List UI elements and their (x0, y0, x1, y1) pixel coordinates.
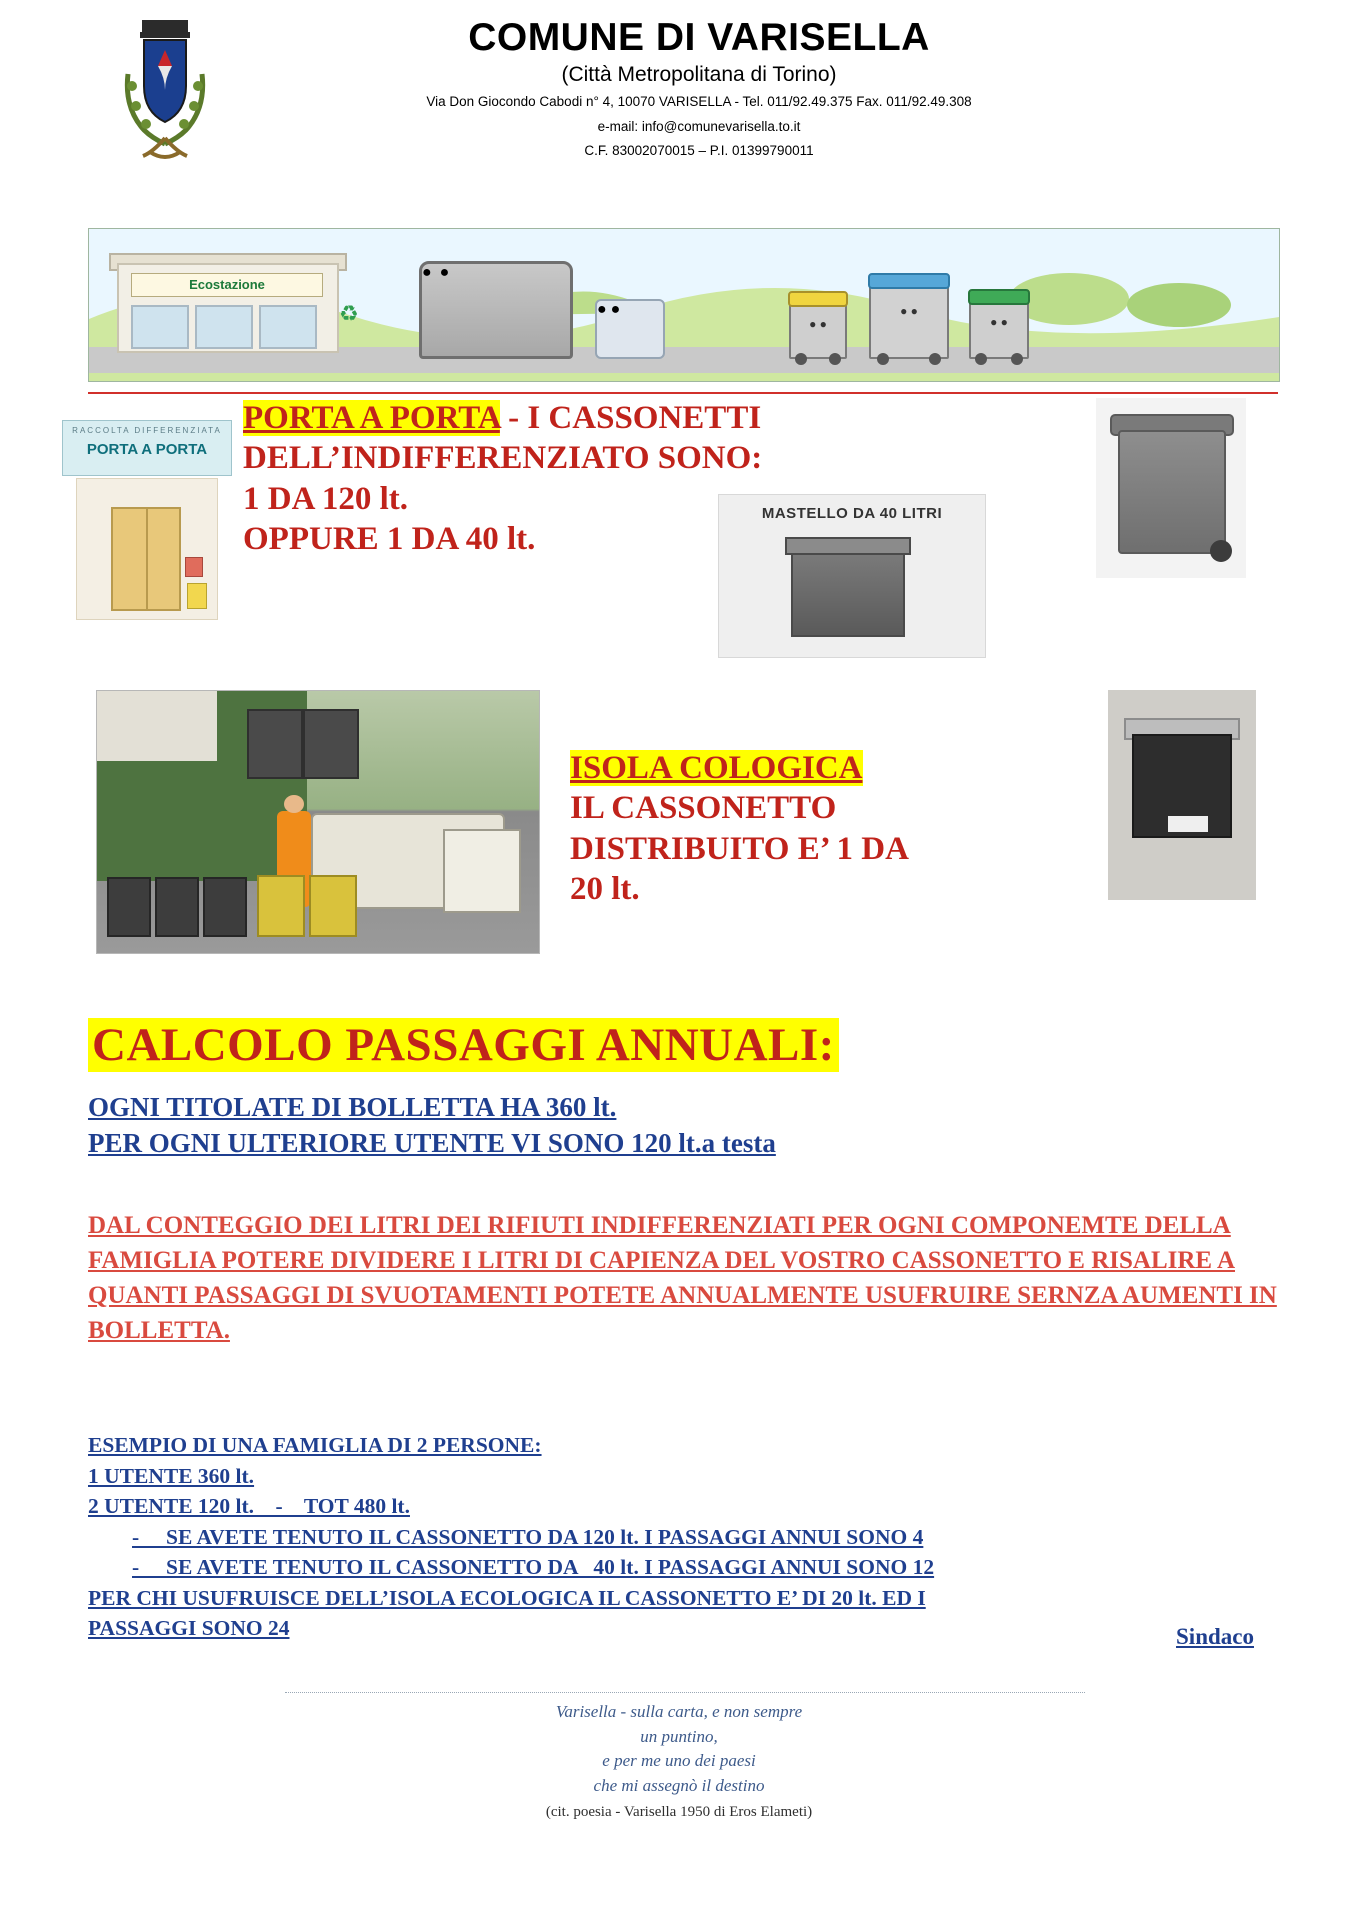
bin-face-icon: ● ● (809, 316, 827, 331)
mastello-caption: MASTELLO DA 40 LITRI (761, 505, 943, 522)
calc-red-paragraph: DAL CONTEGGIO DEI LITRI DEI RIFIUTI INDIFFERENZIATI PER OGNI COMPONEMTE DELLA FAMIGLIA POTERE DIVIDERE I LITRI DI CAPIENZA DEL VOSTRO CASSONETTO E RISALIRE A QUANTI PASSAGGI DI SVUOTAMENTI POTETE ANNUALMENTE USUFRUIRE SERNZA AUMENTI IN BOLLETTA. (88, 1212, 1277, 1344)
page-title: COMUNE DI VARISELLA (468, 16, 930, 59)
bin-body (1118, 430, 1226, 554)
grey-bin (203, 877, 247, 937)
poem-line-3: e per me uno dei paesi (602, 1751, 756, 1771)
ecostation-window (131, 305, 189, 349)
example-heading: ESEMPIO DI UNA FAMIGLIA DI 2 PERSONE: (88, 1433, 542, 1457)
example-block (88, 1430, 1288, 1644)
poem-line-2: un puntino, (640, 1726, 718, 1746)
calc-title: CALCOLO PASSAGGI ANNUALI: (88, 1018, 839, 1072)
large-grey-bin-illustration (419, 261, 573, 359)
red-bin-icon (185, 557, 203, 577)
house-illustration (76, 478, 218, 620)
bin-face-icon: ● ● (900, 303, 918, 318)
example-line-4: PASSAGGI SONO 24 (88, 1616, 290, 1641)
yellow-bin (309, 875, 357, 937)
header-address: Via Don Giocondo Cabodi n° 4, 10070 VARISELLA - Tel. 011/92.49.375 Fax. 011/92.49.308 (426, 93, 972, 109)
example-bullet-1: - SE AVETE TENUTO IL CASSONETTO DA 120 lt. I PASSAGGI ANNUI SONO 4 (132, 1524, 924, 1549)
poem-line-4: che mi assegnò il destino (593, 1775, 765, 1795)
poem-citation: (cit. poesia - Varisella 1950 di Eros Elameti) (545, 1803, 813, 1820)
yellow-bin (257, 875, 305, 937)
recycle-icon: ♻ (339, 301, 359, 326)
badge-small-label: RACCOLTA DIFFERENZIATA (72, 426, 222, 435)
ecostation-window (195, 305, 253, 349)
header-subtitle: (Città Metropolitana di Torino) (561, 62, 837, 86)
badge-big-label: PORTA A PORTA (86, 441, 208, 458)
porta-a-porta-line3: 1 DA 120 lt. (243, 480, 408, 517)
coat-of-arms-icon (110, 14, 220, 174)
bin-20l-photo (1108, 690, 1256, 900)
building (97, 691, 217, 761)
example-line-3: PER CHI USUFRUISCE DELL’ISOLA ECOLOGICA IL CASSONETTO E’ DI 20 lt. ED I (88, 1585, 926, 1610)
mastello-photo (718, 494, 986, 658)
header-email: e-mail: info@comunevarisella.to.it (597, 118, 801, 134)
lifted-bin (303, 709, 359, 779)
footer-divider (285, 1692, 1085, 1693)
porta-a-porta-highlight: PORTA A PORTA (243, 400, 500, 436)
isola-line2: DISTRIBUITO E’ 1 DA (570, 830, 909, 867)
grey-bin (107, 877, 151, 937)
porta-a-porta-line2: DELL’INDIFFERENZIATO SONO: (243, 440, 763, 477)
porta-a-porta-illustration (62, 420, 230, 620)
example-line-2: 2 UTENTE 120 lt. - TOT 480 lt. (88, 1494, 410, 1519)
bin-face-icon: ● ● (990, 315, 1008, 330)
sack-face-icon: ● ● (597, 301, 621, 318)
isola-highlight: ISOLA COLOGICA (570, 750, 863, 786)
example-bullet-2: - SE AVETE TENUTO IL CASSONETTO DA 40 lt. I PASSAGGI ANNUI SONO 12 (132, 1555, 935, 1580)
blue-lid-bin-illustration (869, 281, 949, 359)
ecostation-window (259, 305, 317, 349)
section-porta-a-porta (0, 398, 1358, 658)
door-icon (111, 507, 181, 611)
footer-poem (0, 1700, 1358, 1823)
divider-red-top (88, 392, 1278, 394)
bin-label-tag (1168, 816, 1208, 832)
green-lid-bin-illustration (969, 297, 1029, 359)
ecostation-banner (88, 228, 1280, 382)
yellow-lid-bin-illustration (789, 299, 847, 359)
mastello-bin-icon (791, 547, 905, 637)
header-codes: C.F. 83002070015 – P.I. 01399790011 (584, 143, 814, 159)
grey-bin (155, 877, 199, 937)
calc-blue-line-2: PER OGNI ULTERIORE UTENTE VI SONO 120 lt.a testa (88, 1127, 776, 1158)
ecostation-sign: Ecostazione (131, 273, 323, 297)
calc-blue-lines (88, 1090, 1288, 1161)
calc-blue-line-1: OGNI TITOLATE DI BOLLETTA HA 360 lt. (88, 1092, 617, 1122)
bin-120l-photo (1096, 398, 1246, 578)
bin-wheel (1210, 540, 1232, 562)
truck-cab (443, 829, 521, 913)
bin-body (1132, 734, 1232, 838)
section-isola-ecologica (0, 690, 1358, 990)
signature-sindaco: Sindaco (1176, 1624, 1254, 1649)
document-header (0, 0, 1358, 198)
porta-a-porta-line4: OPPURE 1 DA 40 lt. (243, 520, 536, 557)
waste-sack-illustration (595, 299, 665, 359)
bin-face-icon: ● ● (422, 264, 450, 281)
collection-truck-photo (96, 690, 540, 954)
porta-a-porta-badge (62, 420, 232, 476)
poem-line-1: Varisella - sulla carta, e non sempre (555, 1702, 803, 1721)
example-line-1: 1 UTENTE 360 lt. (88, 1463, 255, 1488)
yellow-bin-icon (187, 583, 207, 609)
isola-ecologica-text (570, 748, 1090, 909)
isola-line1: IL CASSONETTO (570, 790, 837, 827)
porta-a-porta-line1-rest: - I CASSONETTI (499, 400, 762, 436)
lifted-bin (247, 709, 303, 779)
isola-line3: 20 lt. (570, 870, 640, 907)
